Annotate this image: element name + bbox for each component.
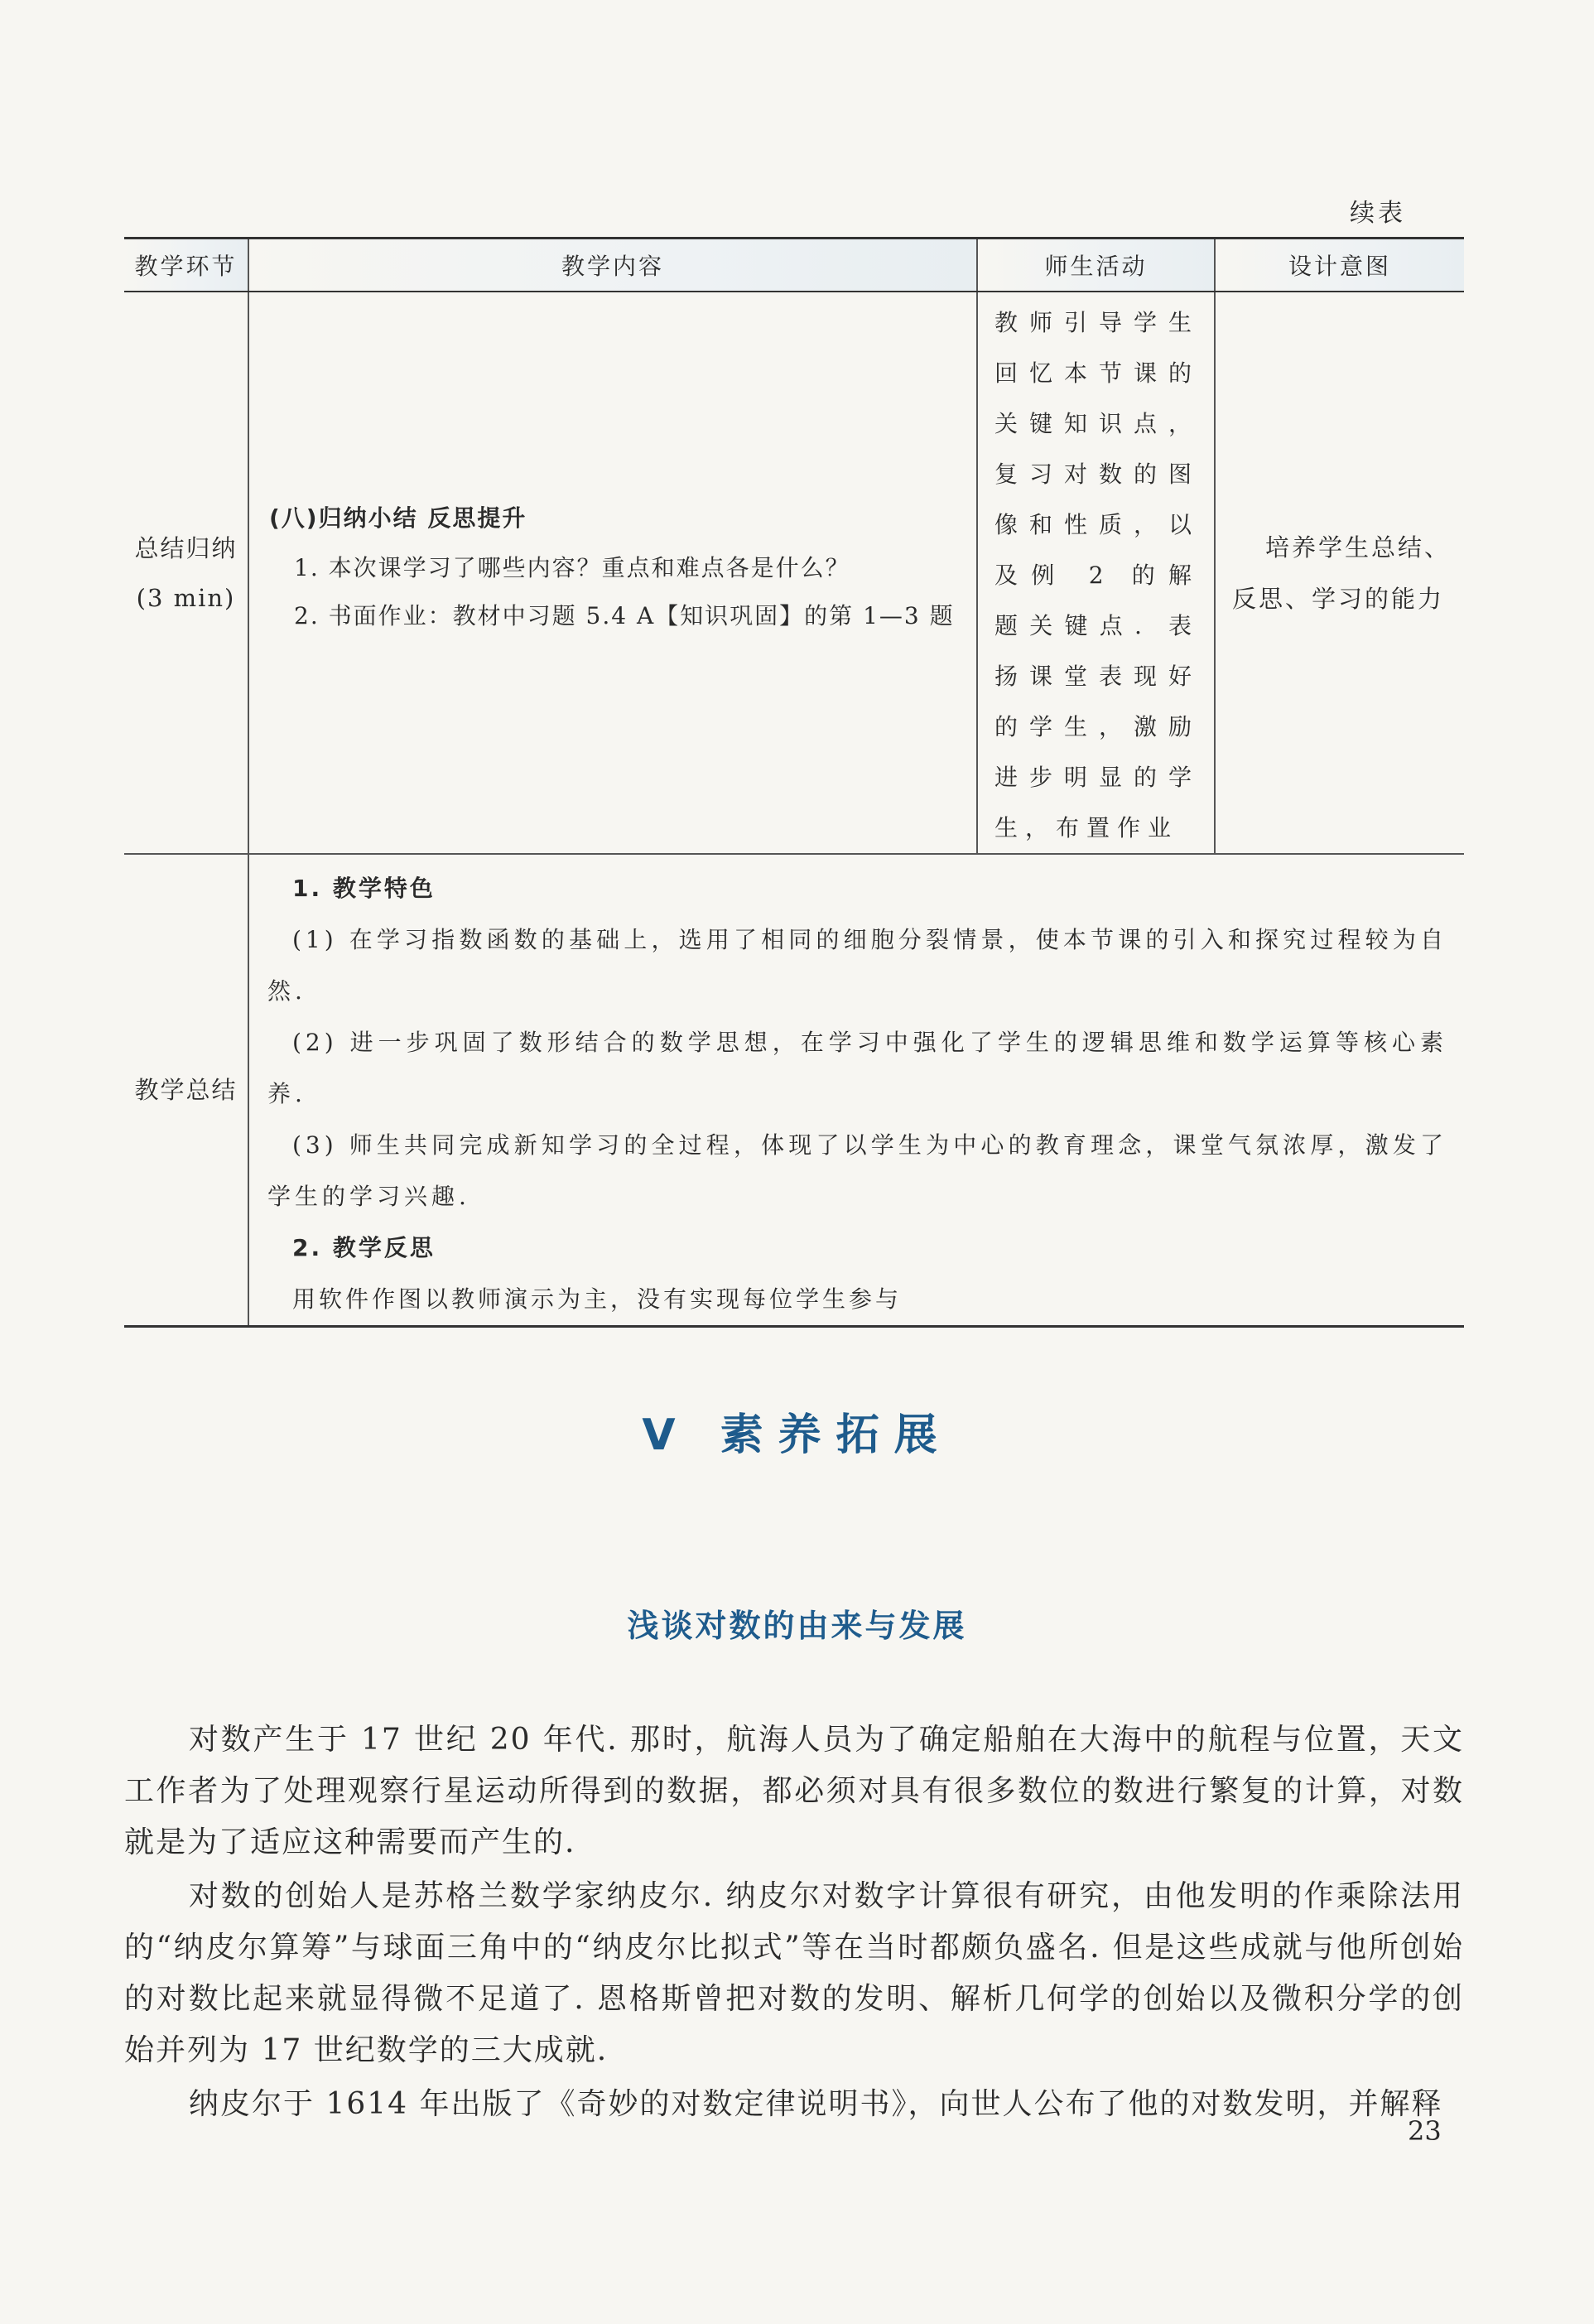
- section-title: V 素养拓展: [642, 1410, 952, 1460]
- article-paragraph: 对数产生于 17 世纪 20 年代. 那时，航海人员为了确定船舶在大海中的航程与位置，天文工作者为了处理观察行星运动所得到的数据，都必须对具有很多数位的数进行繁复的计算，对数就是为了适应这种需要而产生的.: [124, 1723, 1464, 1859]
- intent-line: 培养学生总结、: [1265, 533, 1452, 562]
- feature-item: (1) 在学习指数函数的基础上，选用了相同的细胞分裂情景，使本节课的引入和探究过程较为自然.: [267, 926, 1447, 1005]
- reflection-text: 用软件作图以教师演示为主，没有实现每位学生参与: [292, 1285, 903, 1313]
- content-title: (八)归纳小结 反思提升: [269, 504, 527, 532]
- content-item: 1. 本次课学习了哪些内容？重点和难点各是什么？: [294, 553, 850, 581]
- header-content: 教学内容: [248, 239, 977, 292]
- article-paragraph: 纳皮尔于 1614 年出版了《奇妙的对数定律说明书》，向世人公布了他的对数发明，并解释: [189, 2087, 1443, 2121]
- content-item: 2. 书面作业：教材中习题 5.4 A【知识巩固】的第 1—3 题: [294, 601, 955, 629]
- table-row-summary: [124, 292, 1464, 854]
- article-paragraph: 对数的创始人是苏格兰数学家纳皮尔. 纳皮尔对数字计算很有研究，由他发明的作乘除法用的“纳皮尔算筹”与球面三角中的“纳皮尔比拟式”等在当时都颇负盛名. 但是这些成就与他所创始的对数比起来就显得微不足道了. 恩格斯曾把对数的发明、解析几何学的创始以及微积分学的创始并列为 17 世纪数学的三大成就.: [124, 1879, 1464, 2067]
- continued-label: 续表: [1350, 199, 1406, 228]
- intent-line: 反思、学习的能力: [1232, 584, 1445, 613]
- feature-item: (2) 进一步巩固了数形结合的数学思想，在学习中强化了学生的逻辑思维和数学运算等核心素养.: [267, 1029, 1447, 1107]
- page-number: 23: [1408, 2115, 1442, 2147]
- stage-name: 教学总结: [124, 854, 248, 1327]
- article-body: [124, 1714, 1464, 2133]
- stage-name: 总结归纳: [134, 533, 238, 562]
- features-heading: 1. 教学特色: [292, 875, 436, 902]
- lesson-table: [124, 237, 1464, 1328]
- stage-cell: [124, 292, 248, 854]
- intent-cell: [1215, 292, 1464, 854]
- feature-item: (3) 师生共同完成新知学习的全过程，体现了以学生为中心的教育理念，课堂气氛浓厚，激发了学生的学习兴趣.: [267, 1131, 1447, 1210]
- table-header-row: [124, 239, 1464, 292]
- header-intent: 设计意图: [1215, 239, 1464, 292]
- activity-cell: 教师引导学生回忆本节课的关键知识点，复习对数的图像和性质，以及例 2 的解题关键点. 表扬课堂表现好的学生，激励进步明显的学生，布置作业: [977, 292, 1215, 854]
- content-cell: [248, 292, 977, 854]
- stage-time: (3 min): [136, 583, 236, 612]
- reflection-cell: [248, 854, 1464, 1327]
- article-title: 浅谈对数的由来与发展: [627, 1608, 967, 1644]
- table-row-reflection: [124, 854, 1464, 1327]
- header-activity: 师生活动: [977, 239, 1215, 292]
- header-stage: 教学环节: [124, 239, 248, 292]
- reflection-heading: 2. 教学反思: [292, 1234, 436, 1261]
